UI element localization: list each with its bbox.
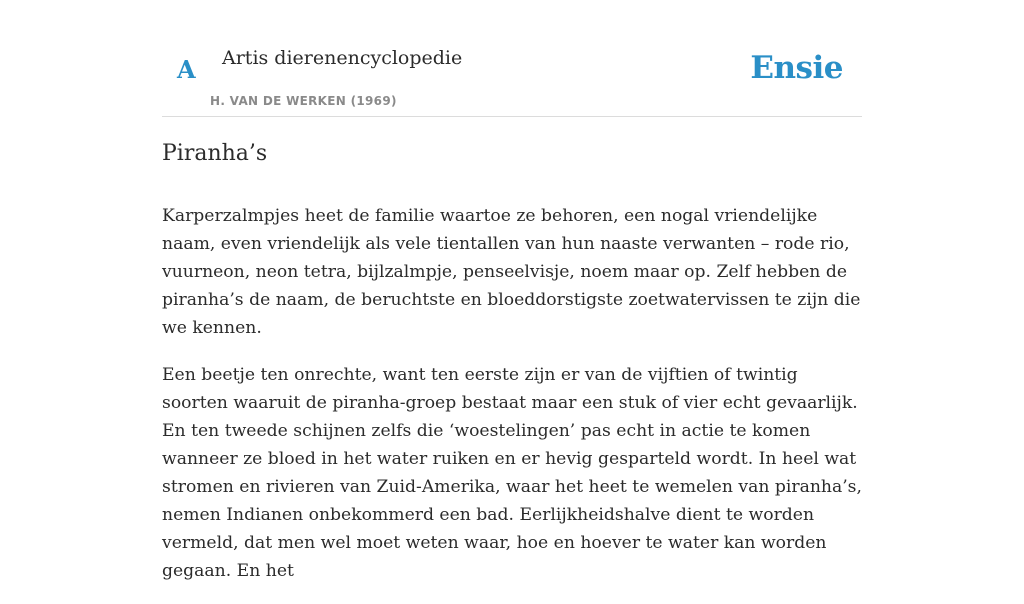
article-paragraph: Karperzalmpjes heet de familie waartoe ze behoren, een nogal vriendelijke naam, even vriendelijk als vele tientallen van hun naaste verwanten – rode rio, vuurneon, neon tetra, bijlzalmpje, penseelvisje, noem maar op. Zelf hebben de piranha’s de naam, de beruchtste en bloeddorstigste zoetwatervissen te zijn die we kennen.: [162, 206, 861, 338]
source-author: H. VAN DE WERKEN (1969): [210, 94, 397, 108]
source-badge: A: [177, 55, 196, 84]
source-title-link[interactable]: Artis dierenencyclopedie: [222, 47, 463, 69]
article-title: Piranha’s: [162, 141, 268, 166]
source-header: [162, 0, 862, 117]
brand-logo[interactable]: Ensie: [750, 50, 843, 86]
article: [162, 136, 864, 604]
article-paragraph: Een beetje ten onrechte, want ten eerste zijn er van de vijftien of twintig soorten waaruit de piranha-groep bestaat maar een stuk of vier echt gevaarlijk. En ten tweede schijnen zelfs die ‘woestelingen’ pas echt in actie te komen wanneer ze bloed in het water ruiken en er hevig gesparteld wordt. In heel wat stromen en rivieren van Zuid-Amerika, waar het heet te wemelen van piranha’s, nemen Indianen onbekommerd een bad. Eerlijkheidshalve dient te worden vermeld, dat men wel moet weten waar, hoe en hoever te water kan worden gegaan. En het: [162, 365, 862, 581]
